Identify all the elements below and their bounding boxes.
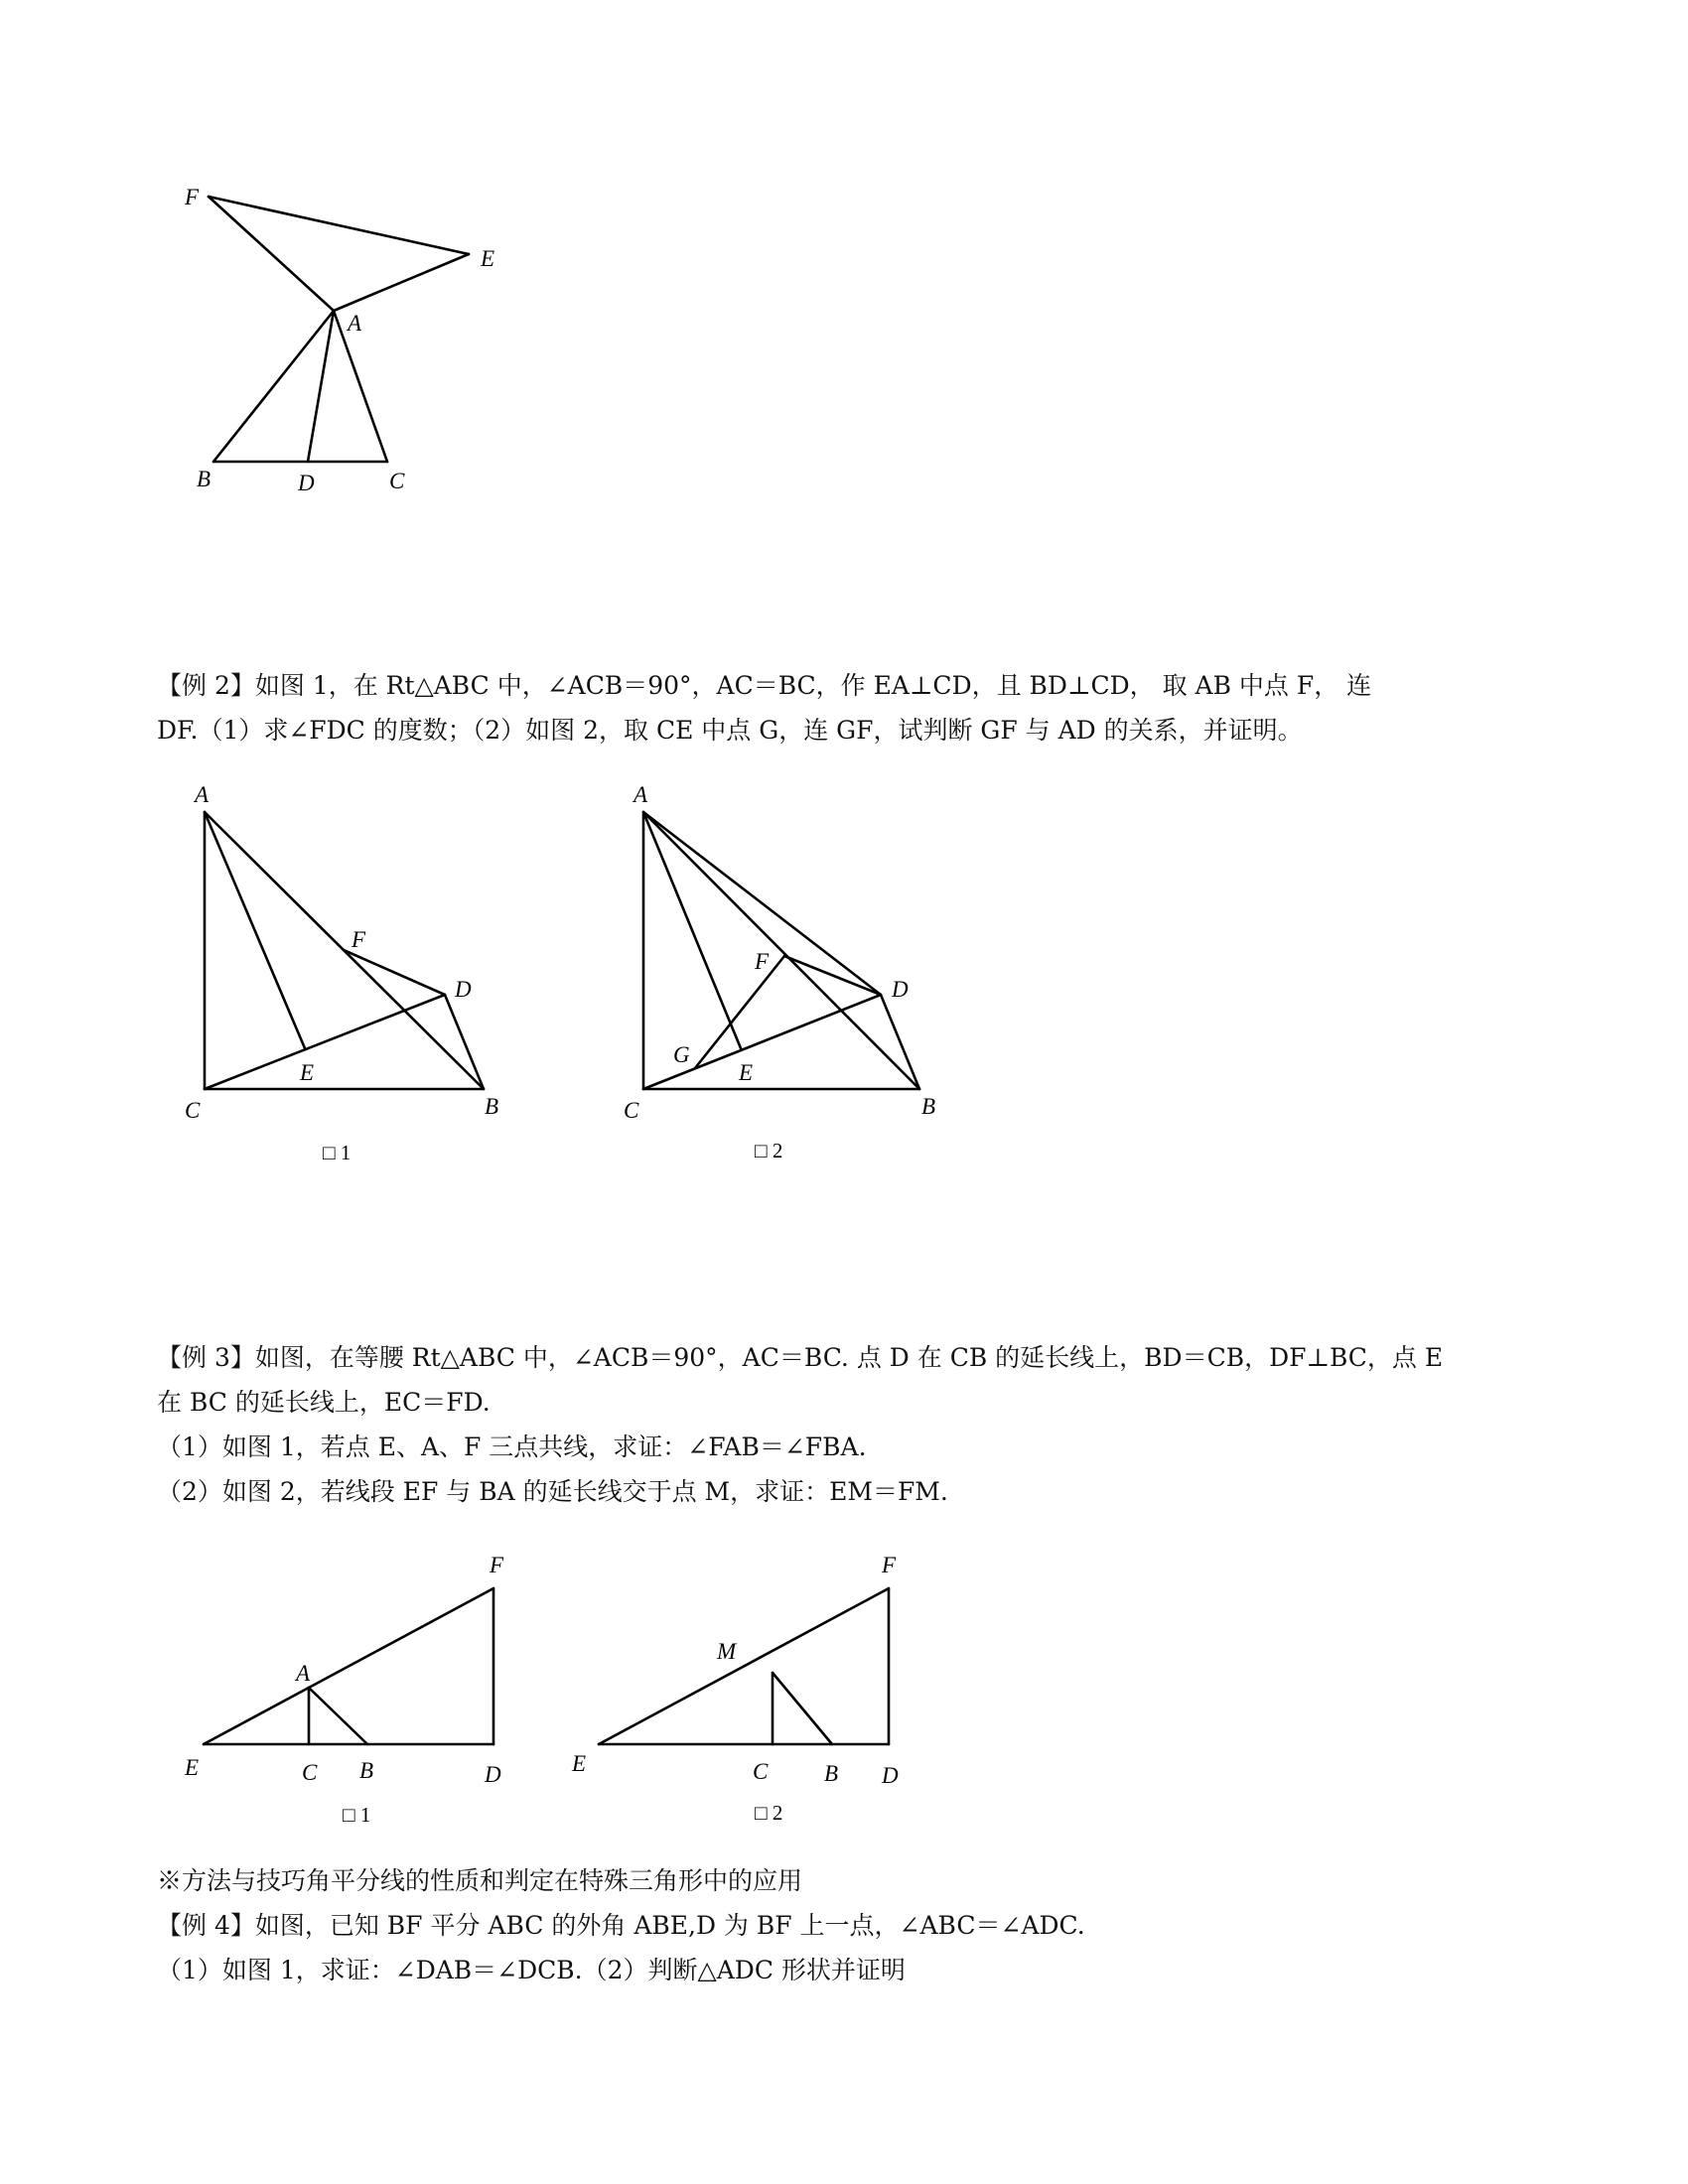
label-B: B xyxy=(921,1094,936,1119)
label-A: A xyxy=(348,311,362,336)
example2-line1: 【例 2】如图 1，在 Rt△ABC 中，∠ACB＝90°，AC＝BC，作 EA⊥CD，且 BD⊥CD， 取 AB 中点 F， 连 xyxy=(157,671,1372,700)
label-F: F xyxy=(755,949,770,974)
label-E: E xyxy=(300,1060,315,1085)
example2-line2: DF.（1）求∠FDC 的度数；（2）如图 2，取 CE 中点 G，连 GF，试判断 GF 与 AD 的关系，并证明。 xyxy=(157,716,1303,745)
label-E: E xyxy=(572,1751,587,1776)
label-B: B xyxy=(824,1761,839,1786)
segment-EF xyxy=(599,1588,889,1744)
method-note: ※方法与技巧角平分线的性质和判定在特殊三角形中的应用 xyxy=(157,1866,803,1895)
label-E: E xyxy=(481,246,495,271)
figure-caption: □ 2 xyxy=(755,1801,783,1825)
figure-caption: □ 1 xyxy=(343,1803,371,1827)
example4-line1: 【例 4】如图，已知 BF 平分 ABC 的外角 ABE,D 为 BF 上一点，∠ABC＝∠ADC. xyxy=(157,1911,1085,1940)
label-G: G xyxy=(673,1042,690,1067)
label-B: B xyxy=(197,467,211,491)
label-F: F xyxy=(352,927,366,952)
label-C: C xyxy=(389,469,405,493)
label-D: D xyxy=(298,471,315,495)
label-M: M xyxy=(717,1639,737,1664)
label-F: F xyxy=(490,1553,504,1577)
label-C: C xyxy=(185,1098,201,1123)
example3-line1: 【例 3】如图，在等腰 Rt△ABC 中，∠ACB＝90°，AC＝BC. 点 D 在 CB 的延长线上，BD＝CB，DF⊥BC，点 E xyxy=(157,1343,1444,1372)
label-D: D xyxy=(455,977,472,1002)
label-B: B xyxy=(359,1758,374,1783)
example3-line2: 在 BC 的延长线上，EC＝FD. xyxy=(157,1388,491,1417)
figure-caption: □ 2 xyxy=(755,1139,783,1162)
label-C: C xyxy=(302,1760,318,1785)
figure-caption: □ 1 xyxy=(323,1141,352,1164)
label-A: A xyxy=(296,1661,311,1686)
segment-PB xyxy=(773,1673,832,1744)
label-A: A xyxy=(633,782,648,807)
label-F: F xyxy=(882,1553,897,1577)
label-B: B xyxy=(485,1094,499,1119)
example3-line4: （2）如图 2，若线段 EF 与 BA 的延长线交于点 M，求证：EM＝FM. xyxy=(157,1477,948,1506)
label-D: D xyxy=(892,977,909,1002)
example3-line3: （1）如图 1，若点 E、A、F 三点共线，求证：∠FAB＝∠FBA. xyxy=(157,1433,867,1461)
label-E: E xyxy=(739,1060,754,1085)
label-C: C xyxy=(753,1759,769,1784)
label-D: D xyxy=(485,1762,501,1787)
label-D: D xyxy=(882,1763,899,1788)
label-E: E xyxy=(185,1755,200,1780)
label-F: F xyxy=(185,185,200,209)
label-A: A xyxy=(195,782,210,807)
label-C: C xyxy=(624,1098,639,1123)
example4-line2: （1）如图 1，求证：∠DAB＝∠DCB.（2）判断△ADC 形状并证明 xyxy=(157,1956,906,1984)
